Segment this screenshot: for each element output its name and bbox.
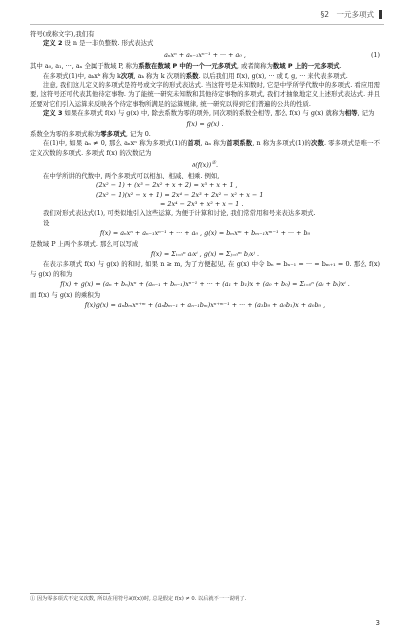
definition-label: 定义 3	[43, 109, 63, 118]
equation: f(x)g(x) = aₙbₘxⁿ⁺ᵐ + (aₙbₘ₋₁ + aₙ₋₁bₘ)xⁿ⁺ᵐ⁻¹ + ··· + (a₁b₀ + a₀b₁)x + a₀b₀ ,	[84, 301, 326, 310]
equation: f(x) + g(x) = (aₙ + bₙ)xⁿ + (aₙ₋₁ + bₙ₋₁)xⁿ⁻¹ + ··· + (a₁ + b₁)x + (a₀ + b₀) = Σᵢ₌₀ⁿ (aᵢ + bᵢ)xⁱ .	[60, 280, 350, 289]
equation: ∂(f(x))①.	[191, 160, 219, 170]
page-number: 3	[375, 619, 380, 627]
paragraph: 设	[43, 218, 50, 227]
equation: (2x² − 1) + (x³ − 2x² + x + 2) = x³ + x + 1 ,	[96, 181, 238, 190]
equation: f(x) = Σᵢ₌₀ⁿ aᵢxⁱ , g(x) = Σⱼ₌₀ᵐ bⱼxʲ .	[150, 250, 260, 259]
equation-1: aₙxⁿ + aₙ₋₁xⁿ⁻¹ + ··· + a₀ , (1)	[164, 50, 380, 59]
definition-3: 定义 3 如果在多项式 f(x) 与 g(x) 中, 除去系数为零的项外, 同次项的系数全相等, 那么 f(x) 与 g(x) 就称为相等, 记为	[43, 109, 375, 118]
footnote-marker: ①	[211, 160, 216, 167]
equation-number: (1)	[370, 50, 380, 59]
running-header	[320, 9, 382, 20]
header-rule	[30, 24, 384, 25]
paragraph: 其中 a₀, a₁, ···, aₙ 全属于数域 P, 称为系数在数域 P 中的一个一元多项式, 或者简称为数域 P 上的一元多项式.	[30, 62, 342, 71]
header-bar-icon	[379, 10, 382, 19]
equation: (2x² − 1)(x² − x + 1) = 2x⁴ − 2x³ + 2x² − x² + x − 1	[96, 190, 264, 199]
paragraph: 系数全为零的多项式称为零多项式, 记为 0.	[30, 130, 151, 139]
section-title: §2 一元多项式	[320, 10, 374, 19]
paragraph: 在中学所讲的代数中, 两个多项式可以相加、相减、相乘. 例如,	[43, 171, 220, 180]
paragraph: 在(1)中, 如果 aₙ ≠ 0, 那么 aₙxⁿ 称为多项式(1)的首项, aₙ 称为首项系数, n 称为多项式(1)的次数. 零多项式是唯一不定义次数的多项式. 多项式 f(x) 的次数记为	[30, 139, 381, 157]
paragraph: 是数域 P 上两个多项式. 那么可以写成	[30, 239, 139, 248]
paragraph: 在表示多项式 f(x) 与 g(x) 的和时, 如果 n ≥ m, 为了方便起见, 在 g(x) 中令 bₙ = bₙ₋₁ = ··· = bₘ₊₁ = 0. 那么 f(x) 与 g(x) 的和为	[30, 260, 380, 278]
paragraph: 我们对形式表达式(1), 可类似地引入这些运算, 为便于计算和讨论, 我们常常用和号来表达多项式.	[43, 209, 316, 218]
paragraph: 而 f(x) 与 g(x) 的乘积为	[30, 290, 101, 299]
definition-label: 定义 2	[43, 39, 63, 48]
paragraph: 注意, 我们这儿定义的多项式是符号或文字的形式表达式. 当这符号是未知数时, 它是中学所学代数中的多项式. 看应用需要, 这符号还可代表其他待定事物. 为了能统一研究未知数和其他待定事物的多项式, 我们才抽象地定义上述形式表达式. 并且还要对它们引入运算来反映各个待定事物所满足的运算规律, 统一研究以得到它们普遍的公共的性质.	[30, 81, 380, 108]
definition-2: 定义 2 设 n 是一非负整数. 形式表达式	[43, 39, 154, 48]
equation: = 2x⁴ − 2x³ + x² + x − 1 .	[160, 200, 244, 209]
equation: f(x) = g(x) .	[186, 119, 224, 128]
footnote: ① 因为零多项式不定义次数, 所以在用符号∂(f(x))时, 总是假定 f(x) ≠ 0. 以后就不一一说明了.	[30, 596, 247, 602]
paragraph: 在多项式(1)中, aₖxᵏ 称为 k次项, aₖ 称为 k 次项的系数. 以后我们用 f(x), g(x), ··· 或 f, g, ··· 来代表多项式.	[43, 71, 348, 80]
equation: f(x) = aₙxⁿ + aₙ₋₁xⁿ⁻¹ + ··· + a₀ , g(x) = bₘxᵐ + bₘ₋₁xᵐ⁻¹ + ··· + b₀	[99, 229, 311, 238]
paragraph: 符号(或称文字),我们有	[30, 30, 95, 38]
page-body	[30, 30, 380, 312]
footnote-rule	[30, 593, 110, 594]
